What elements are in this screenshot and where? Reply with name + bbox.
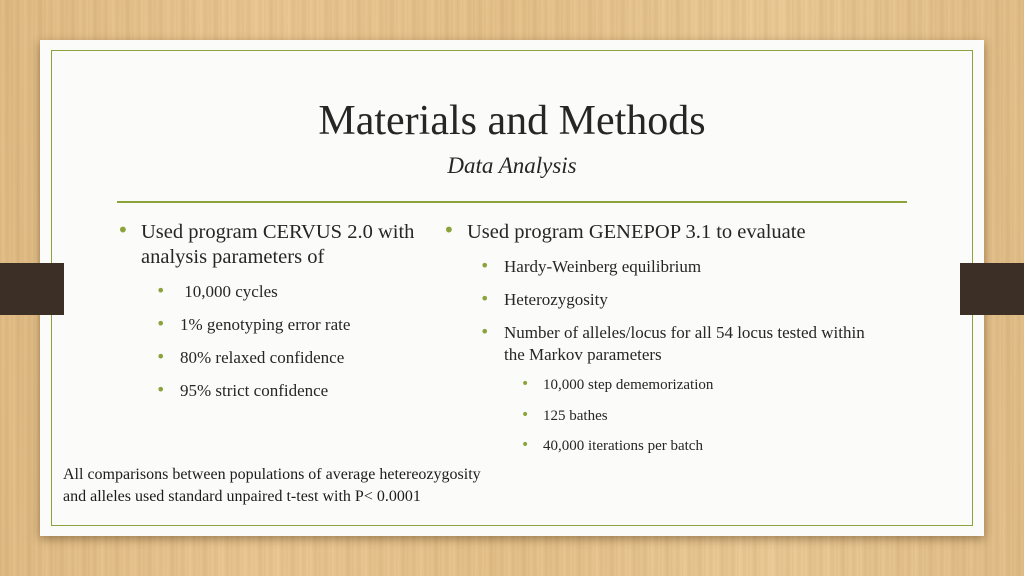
title-divider: [117, 201, 907, 203]
right-sub-item: [480, 289, 608, 311]
bullet-dot-icon: •: [117, 218, 129, 242]
bullet-dot-icon: •: [443, 218, 455, 242]
bullet-dot-icon: •: [480, 256, 490, 275]
left-sub-item: [156, 380, 329, 402]
right-main-bullet: [443, 218, 806, 245]
right-sub-item: [480, 322, 865, 366]
left-sub-item-text: 10,000 cycles: [180, 282, 278, 301]
right-sub-sub-item: [521, 436, 703, 456]
right-sub-item-text: Heterozygosity: [504, 290, 608, 309]
right-sub-sub-item-text: 125 bathes: [543, 408, 608, 424]
right-sub-sub-item-text: 10,000 step dememorization: [543, 377, 714, 393]
left-sub-item: [156, 347, 345, 369]
right-sub-item-line1: Number of alleles/locus for all 54 locus tested within: [504, 323, 865, 342]
right-edge-tab: [960, 263, 1024, 315]
bullet-dot-icon: •: [521, 376, 530, 392]
footnote-line1: All comparisons between populations of average hetereozygosity: [63, 466, 481, 483]
left-main-bullet: [117, 218, 415, 270]
left-sub-item: [156, 281, 278, 303]
bullet-dot-icon: •: [156, 314, 166, 333]
bullet-dot-icon: •: [480, 322, 490, 341]
left-main-bullet-line2: analysis parameters of: [141, 246, 325, 268]
left-sub-item-text: 80% relaxed confidence: [180, 348, 345, 367]
right-sub-sub-item: [521, 375, 714, 395]
right-sub-item-line2: the Markov parameters: [504, 345, 662, 364]
footnote-line2: and alleles used standard unpaired t-test with P< 0.0001: [63, 488, 421, 505]
slide-subtitle: Data Analysis: [447, 153, 577, 178]
bullet-dot-icon: •: [480, 289, 490, 308]
left-main-bullet-line1: Used program CERVUS 2.0 with: [141, 221, 415, 243]
bullet-dot-icon: •: [156, 380, 166, 399]
bullet-dot-icon: •: [521, 407, 530, 423]
right-sub-item: [480, 256, 702, 278]
left-sub-item-text: 95% strict confidence: [180, 381, 329, 400]
right-main-bullet-text: Used program GENEPOP 3.1 to evaluate: [467, 221, 806, 243]
left-sub-item-text: 1% genotyping error rate: [180, 315, 351, 334]
right-sub-sub-item-text: 40,000 iterations per batch: [543, 438, 703, 454]
left-sub-item: [156, 314, 351, 336]
bullet-dot-icon: •: [521, 437, 530, 453]
right-sub-sub-item: [521, 406, 608, 426]
bullet-dot-icon: •: [156, 281, 166, 300]
bullet-dot-icon: •: [156, 347, 166, 366]
right-sub-item-text: Hardy-Weinberg equilibrium: [504, 257, 702, 276]
slide-title: Materials and Methods: [318, 98, 706, 144]
footnote-text: [63, 464, 583, 508]
left-edge-tab: [0, 263, 64, 315]
